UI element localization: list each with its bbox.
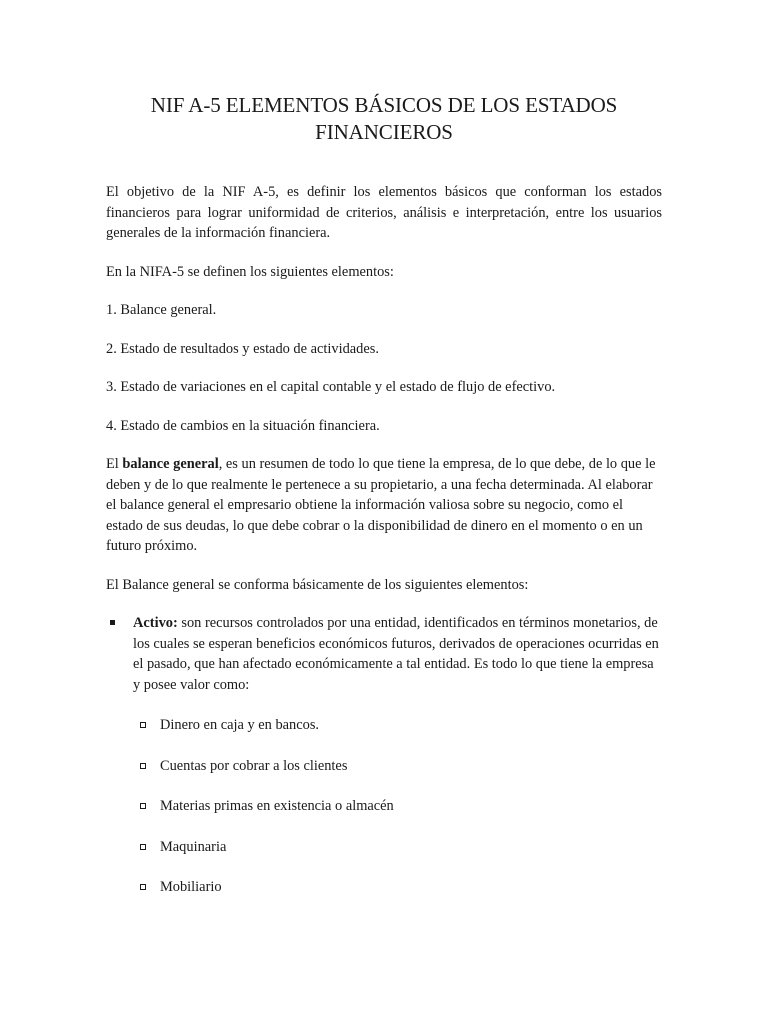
hollow-square-bullet-icon — [140, 803, 146, 809]
hollow-square-bullet-icon — [140, 844, 146, 850]
activo-example-item — [133, 715, 662, 736]
element-item-1: 1. Balance general. — [106, 302, 217, 318]
balance-prefix: El — [106, 456, 123, 472]
intro-paragraph: El objetivo de la NIF A-5, es definir los elementos básicos que conforman los estados financieros para lograr uniformidad de criterios, análisis e interpretación, entre los usuarios generales de la información financiera. — [106, 184, 662, 241]
balance-term: balance general — [122, 456, 219, 472]
square-bullet-icon — [110, 620, 115, 625]
activo-example-item — [133, 877, 662, 898]
hollow-square-bullet-icon — [140, 722, 146, 728]
activo-example-item — [133, 796, 662, 817]
activo-term: Activo: — [133, 615, 178, 631]
element-item-3: 3. Estado de variaciones en el capital contable y el estado de flujo de efectivo. — [106, 379, 556, 395]
hollow-square-bullet-icon — [140, 884, 146, 890]
document-title: NIF A-5 ELEMENTOS BÁSICOS DE LOS ESTADOS FINANCIEROS — [150, 93, 618, 144]
activo-example-item — [133, 837, 662, 858]
activo-text: son recursos controlados por una entidad, identificados en términos monetarios, de los cuales se esperan beneficios económicos futuros, derivados de operaciones ocurridas en el pasado, que han afectado económicamente a tal entidad. Es todo lo que tiene la empresa y posee valor como: — [133, 615, 659, 693]
activo-example-text: Materias primas en existencia o almacén — [160, 798, 394, 814]
activo-list-item — [106, 613, 662, 898]
conforma-paragraph: El Balance general se conforma básicamente de los siguientes elementos: — [106, 576, 529, 593]
hollow-square-bullet-icon — [140, 763, 146, 769]
balance-elements-list — [106, 613, 662, 898]
activo-example-text: Dinero en caja y en bancos. — [160, 717, 320, 733]
activo-example-text: Maquinaria — [160, 838, 227, 855]
balance-text: , es un resumen de todo lo que tiene la empresa, de lo que debe, de lo que le deben y de lo que realmente le pertenece a su propietario, a una fecha determinada. Al elaborar el balance general el empresario obtiene la información valiosa sobre su negocio, como el estado de sus deudas, lo que debe cobrar o la disponibilidad de dinero en el momento o en un futuro próximo. — [106, 456, 656, 554]
activo-example-text: Mobiliario — [160, 879, 222, 895]
balance-paragraph — [106, 454, 662, 557]
nifa-intro-paragraph: En la NIFA-5 se definen los siguientes elementos: — [106, 263, 394, 280]
activo-example-text: Cuentas por cobrar a los clientes — [160, 757, 348, 774]
element-item-2: 2. Estado de resultados y estado de actividades. — [106, 340, 379, 357]
activo-examples-list — [133, 715, 662, 898]
activo-example-item — [133, 756, 662, 777]
element-item-4: 4. Estado de cambios en la situación financiera. — [106, 417, 380, 434]
